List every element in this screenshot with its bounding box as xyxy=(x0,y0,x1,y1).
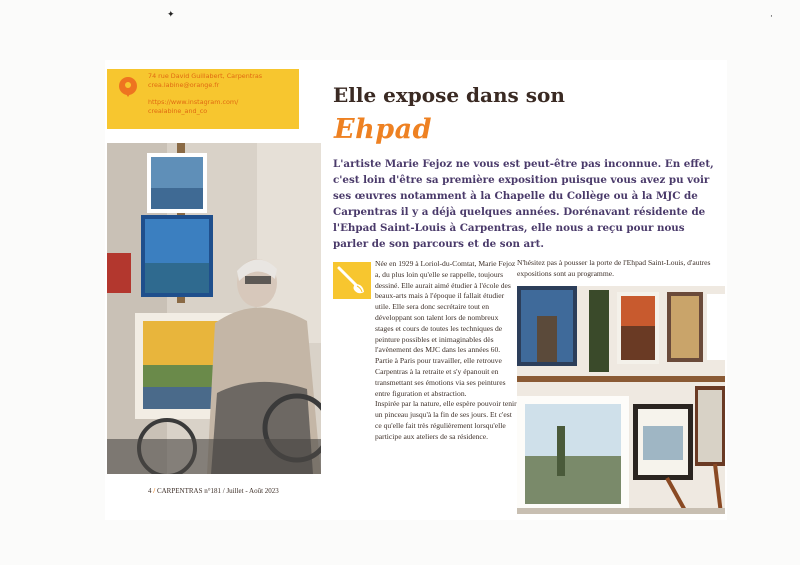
exhibition-photo-illustration xyxy=(517,286,725,514)
page-footer xyxy=(148,487,279,495)
contact-box xyxy=(107,69,299,129)
exhibition-photo xyxy=(517,286,725,514)
artist-photo xyxy=(107,143,321,474)
publication-info: CARPENTRAS n°181 / Juillet - Août 2023 xyxy=(156,487,279,495)
side-note: N'hésitez pas à pousser la porte de l'Ehpad Saint-Louis, d'autres expositions sont au programme. xyxy=(517,258,711,278)
article-body xyxy=(375,259,518,443)
article-paragraph: Née en 1929 à Loriol-du-Comtat, Marie Fejoz a, du plus loin qu'elle se rappelle, toujours dessiné. Elle aurait aimé étudier à l'école des beaux-arts mais à l'époque il fallait étudier utile. Elle sera donc secrétaire tout en développant son talent lors de nombreux stages et cours de toutes les techniques de peinture possibles et inimaginables dès l'avènement des MJC dans les années 60. xyxy=(375,259,516,355)
scan-mark: · xyxy=(770,12,773,22)
article-title: Elle expose dans son xyxy=(333,83,565,107)
contact-instagram-url[interactable]: https://www.instagram.com/ xyxy=(148,98,239,106)
page-number: 4 xyxy=(148,487,152,495)
article-paragraph: Inspirée par la nature, elle espère pouvoir tenir un pinceau jusqu'à la fin de ses jours. Et c'est ce qu'elle fait très régulièrement lorsqu'elle participe aux ateliers de sa résidence. xyxy=(375,399,517,441)
paintbrush-icon xyxy=(333,262,371,299)
artist-photo-illustration xyxy=(107,143,321,474)
contact-email[interactable]: crea.labine@orange.fr xyxy=(148,81,220,89)
article-subtitle: Ehpad xyxy=(334,114,432,145)
article-intro: L'artiste Marie Fejoz ne vous est peut-être pas inconnue. En effet, c'est loin d'être sa première exposition puisque vous avez pu voir ses œuvres notamment à la Chapelle du Collège ou à la MJC de Carpentras il y a déjà quelques années. Dorénavant résidente de l'Ehpad Saint-Louis à Carpentras, elle nous a reçu pour nous parler de son parcours et de son art. xyxy=(333,158,714,250)
contact-instagram-handle[interactable]: crealabine_and_co xyxy=(148,107,208,115)
article-paragraph: Partie à Paris pour travailler, elle retrouve Carpentras à la retraite et s'y épanouit en transmettant ses émotions via ses peintures entre figuration et abstraction. xyxy=(375,356,506,398)
scan-mark: ✦ xyxy=(167,10,175,20)
location-pin-icon xyxy=(119,77,137,95)
contact-address: 74 rue David Guillabert, Carpentras xyxy=(148,72,263,80)
footer-separator: / xyxy=(153,487,156,495)
